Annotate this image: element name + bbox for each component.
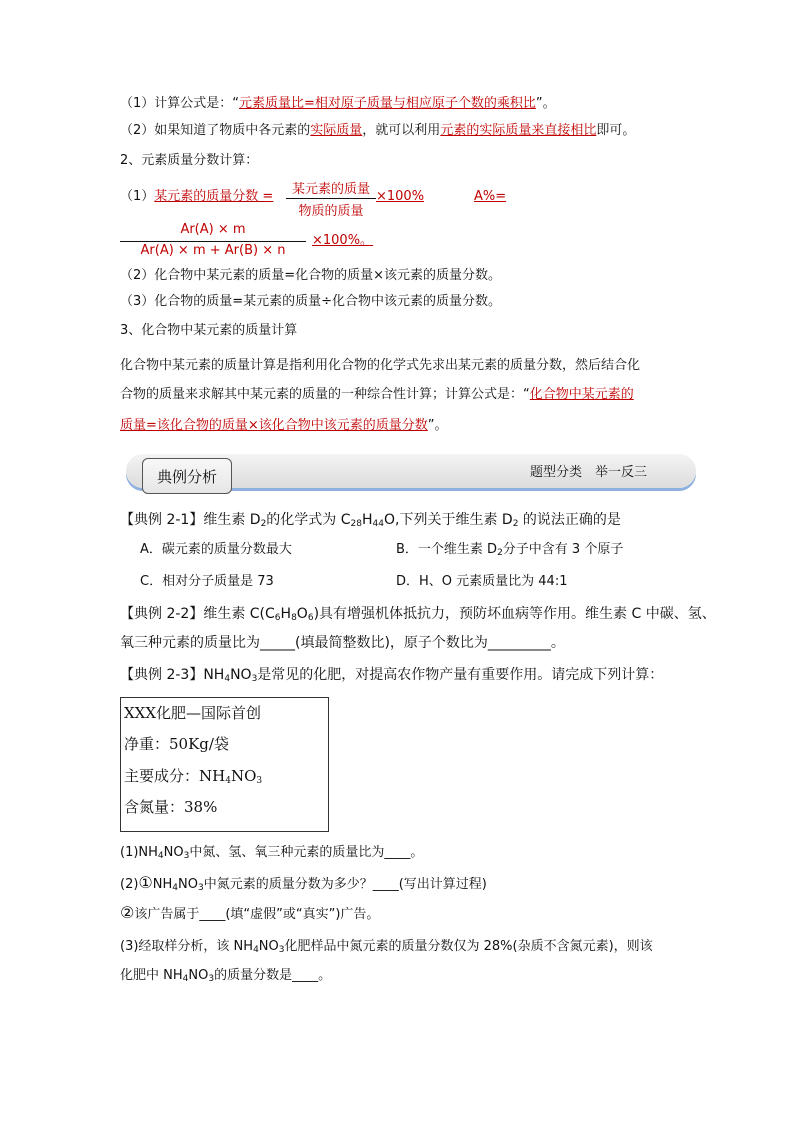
formula-1-prefix: [120, 187, 273, 207]
text: NO: [163, 845, 184, 860]
subscript: 4: [225, 776, 231, 786]
circled-number: ①: [138, 873, 153, 892]
fraction-denominator: 物质的质量: [298, 204, 364, 219]
text: NO: [178, 877, 198, 892]
option-d: D．H、O 元素质量比为 44:1: [396, 574, 568, 589]
fraction-numerator: 某元素的质量: [291, 182, 370, 197]
subscript: 4: [172, 883, 178, 893]
text: O: [383, 512, 395, 528]
subscript: 2: [497, 548, 503, 558]
text: （1）计算公式是：“: [120, 96, 240, 111]
formula-1-suffix: ×100%: [376, 189, 425, 204]
formula-line-4: （3）化合物的质量=某元素的质量÷化合物中该元素的质量分数。: [120, 294, 502, 309]
text: 维生素 D: [203, 512, 261, 528]
section-2-title: 2、元素质量分数计算：: [120, 153, 259, 168]
subscript: 2: [512, 519, 519, 529]
text: NO: [230, 767, 257, 785]
text: ”。: [427, 418, 448, 433]
fraction-bar: [286, 198, 376, 199]
text: 化肥样品中氮元素的质量分数仅为 28%(杂质不含氮元素)，则该: [284, 939, 653, 954]
text: 主要成分：NH: [124, 767, 226, 785]
option-c: C．相对分子质量是 73: [140, 574, 274, 589]
ad-line-4: 含氮量：38%: [124, 798, 218, 816]
text: NH: [152, 877, 173, 892]
highlight-text: 元素质量比=相对原子质量与相应原子个数的乘积比: [239, 96, 536, 111]
text: 化肥中 NH: [120, 968, 183, 983]
example-label: 【典例 2-2】: [120, 606, 204, 622]
highlight-text: 质量=该化合物的质量×该化合物中该元素的质量分数: [120, 418, 428, 433]
subscript: 3: [197, 883, 204, 893]
text: 中氮、氢、氧三种元素的质量比为____。: [189, 845, 424, 860]
text: (1)NH: [120, 845, 158, 860]
subscript: 3: [183, 851, 190, 861]
example-label: 【典例 2-3】: [120, 667, 204, 683]
question-3b: [120, 966, 331, 989]
banner-subtitle: 题型分类 举一反三: [530, 465, 648, 480]
highlight-text: 某元素的质量分数 =: [154, 189, 274, 204]
text: )具有增强机体抵抗力，预防坏血病等作用。维生素 C 中碳、氢、: [313, 606, 716, 622]
paragraph-line-1: 化合物中某元素的质量计算是指利用化合物的化学式先求出某元素的质量分数，然后结合化: [120, 358, 641, 373]
formula-2-suffix: [312, 231, 373, 251]
formula-a-label: A%=: [474, 189, 507, 204]
text: 中氮元素的质量分数为多少？____(写出计算过程): [203, 877, 487, 892]
subscript: 6: [307, 613, 314, 623]
question-1: [120, 843, 423, 866]
option-a: A．碳元素的质量分数最大: [140, 542, 292, 557]
text: B．一个维生素 D: [396, 542, 498, 557]
subscript: 3: [251, 674, 258, 684]
ad-line-2: 净重：50Kg/袋: [124, 735, 229, 753]
highlight-text: 元素的实际质量来直接相比: [440, 123, 597, 138]
text: ，就可以利用: [362, 123, 441, 138]
fertilizer-ad-box: [120, 697, 329, 832]
text: 合物的质量来求解其中某元素的质量的一种综合性计算；计算公式是：“: [120, 387, 530, 402]
example-2-1-question: [120, 510, 621, 534]
paragraph-line-3: [120, 416, 448, 436]
fraction-2-bar: [120, 241, 306, 242]
example-label: 【典例 2-1】: [120, 512, 204, 528]
section-3-title: 3、化合物中某元素的质量计算: [120, 323, 298, 338]
highlight-text: 实际质量: [310, 123, 363, 138]
text: 的化学式为 C: [266, 512, 351, 528]
subscript: 6: [274, 613, 281, 623]
subscript: 3: [256, 776, 263, 786]
fraction-2-denominator: Ar(A) × m + Ar(B) × n: [140, 243, 286, 258]
text: 是常见的化肥，对提高农作物产量有重要作用。请完成下列计算：: [257, 667, 664, 683]
text: 的说法正确的是: [518, 512, 621, 528]
subscript: 3: [208, 974, 215, 984]
formula-line-1: [120, 94, 556, 114]
ad-line-1: XXX化肥—国际首创: [124, 704, 262, 722]
text: O: [296, 606, 308, 622]
question-2: [120, 873, 487, 898]
paragraph-line-2: [120, 385, 634, 405]
highlight-text: 化合物中某元素的: [529, 387, 634, 402]
text: (2): [120, 877, 139, 892]
text: 的质量分数是____。: [214, 968, 332, 983]
formula-line-2: [120, 121, 635, 141]
subscript: 4: [253, 945, 259, 955]
text: 维生素 C(C: [203, 606, 275, 622]
highlight-text: ×100%。: [312, 233, 374, 248]
question-2b: [120, 903, 379, 925]
text: H: [361, 512, 373, 528]
text: NO: [188, 968, 209, 983]
text: H: [280, 606, 292, 622]
option-b: [396, 540, 623, 563]
subscript: 8: [291, 613, 297, 623]
text: (3)经取样分析，该 NH: [120, 939, 254, 954]
example-2-3-intro: [120, 665, 663, 689]
subscript: 2: [260, 519, 267, 529]
text: 分子中含有 3 个原子: [502, 542, 624, 557]
text: ,下列关于维生素 D: [395, 512, 513, 528]
text: NH: [203, 667, 225, 683]
subscript: 3: [278, 945, 285, 955]
example-2-2-line-2: 氧三种元素的质量比为_____(填最简整数比)，原子个数比为_________。: [120, 635, 565, 651]
text: NO: [230, 667, 252, 683]
text: 即可。: [596, 123, 636, 138]
fraction-2-numerator: Ar(A) × m: [180, 222, 246, 237]
subscript: 4: [224, 674, 231, 684]
question-3: [120, 937, 653, 960]
example-2-2-line-1: [120, 604, 716, 628]
banner-tag: 典例分析: [142, 458, 232, 494]
text: （2）如果知道了物质中各元素的: [120, 123, 311, 138]
circled-number: ②: [120, 903, 135, 922]
text: NO: [258, 939, 279, 954]
text: 该广告属于____(填“虚假”或“真实”)广告。: [134, 907, 380, 922]
subscript: 4: [157, 851, 164, 861]
ad-line-3: [124, 765, 262, 786]
subscript: 28: [350, 519, 362, 529]
subscript: 44: [372, 519, 384, 529]
text: ”。: [535, 96, 556, 111]
subscript: 4: [182, 974, 189, 984]
text: （1）: [120, 189, 155, 204]
formula-line-3: （2）化合物中某元素的质量=化合物的质量×该元素的质量分数。: [120, 268, 502, 283]
